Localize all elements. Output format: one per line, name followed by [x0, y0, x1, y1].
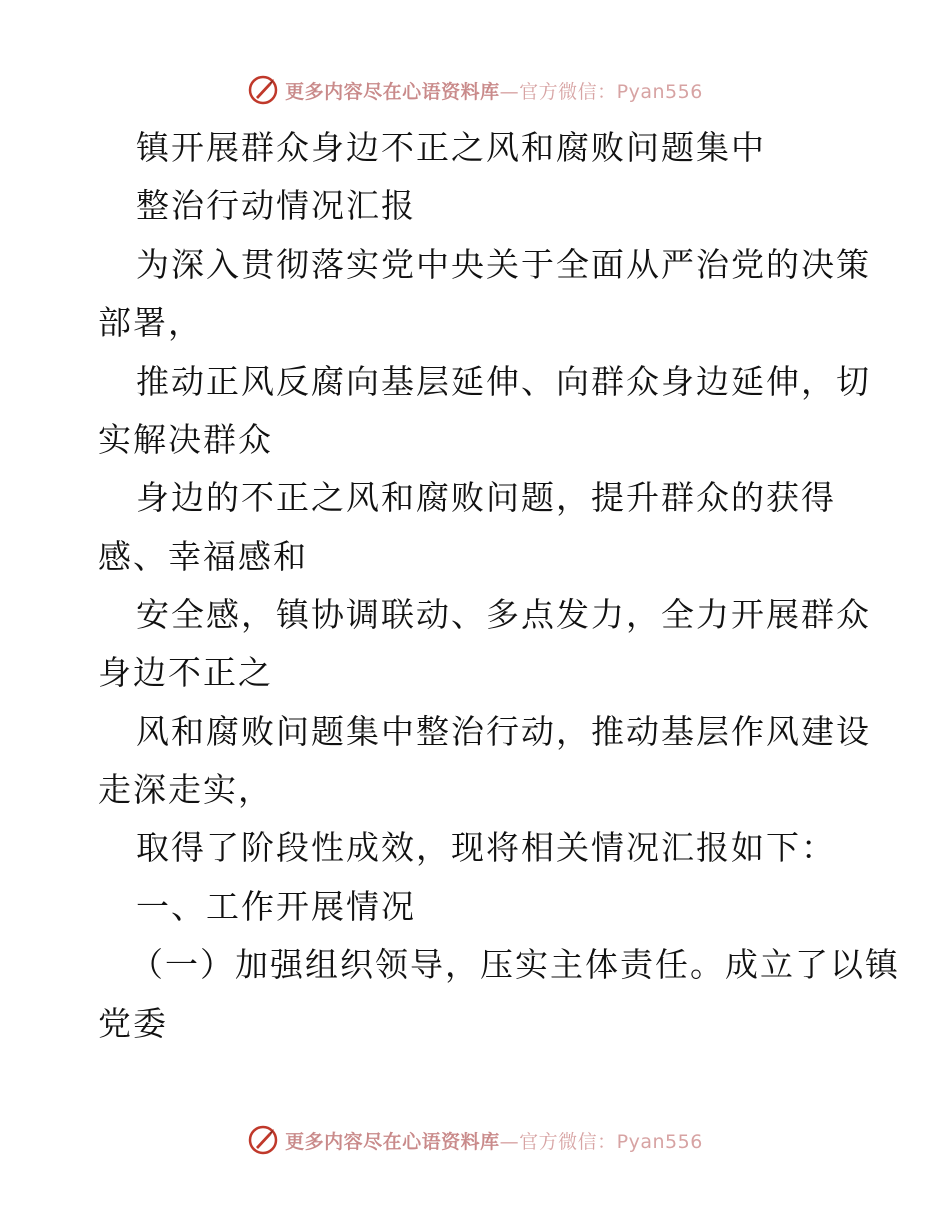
section-heading: 一、工作开展情况 — [136, 887, 416, 926]
banner-main-text: 更多内容尽在心语资料库 — [285, 80, 500, 103]
paragraph-line: 为深入贯彻落实党中央关于全面从严治党的决策 — [136, 245, 871, 284]
paragraph-line: 身边的不正之风和腐败问题，提升群众的获得 — [136, 478, 836, 517]
paragraph-line: 身边不正之 — [98, 653, 273, 692]
paragraph-line: 推动正风反腐向基层延伸、向群众身边延伸，切 — [136, 362, 871, 401]
title-line-1: 镇开展群众身边不正之风和腐败问题集中 — [136, 128, 766, 167]
header-banner — [0, 70, 950, 110]
paragraph-line: 安全感，镇协调联动、多点发力，全力开展群众 — [136, 595, 871, 634]
paragraph-line: 部署， — [98, 303, 203, 342]
paragraph-line: 实解决群众 — [98, 420, 273, 459]
quill-logo-icon — [247, 1124, 279, 1156]
banner-wechat-text: —官方微信：Pyan556 — [499, 1130, 703, 1153]
banner-main-text: 更多内容尽在心语资料库 — [285, 1130, 500, 1153]
subsection-line: （一）加强组织领导，压实主体责任。成立了以镇 — [130, 945, 900, 984]
paragraph-line: 感、幸福感和 — [98, 537, 308, 576]
paragraph-line: 党委 — [98, 1004, 168, 1043]
title-line-2: 整治行动情况汇报 — [136, 186, 416, 225]
paragraph-line: 走深走实， — [98, 770, 273, 809]
paragraph-line: 取得了阶段性成效，现将相关情况汇报如下： — [136, 828, 836, 867]
footer-banner — [0, 1120, 950, 1160]
quill-logo-icon — [247, 74, 279, 106]
paragraph-line: 风和腐败问题集中整治行动，推动基层作风建设 — [136, 712, 871, 751]
banner-wechat-text: —官方微信：Pyan556 — [499, 80, 703, 103]
